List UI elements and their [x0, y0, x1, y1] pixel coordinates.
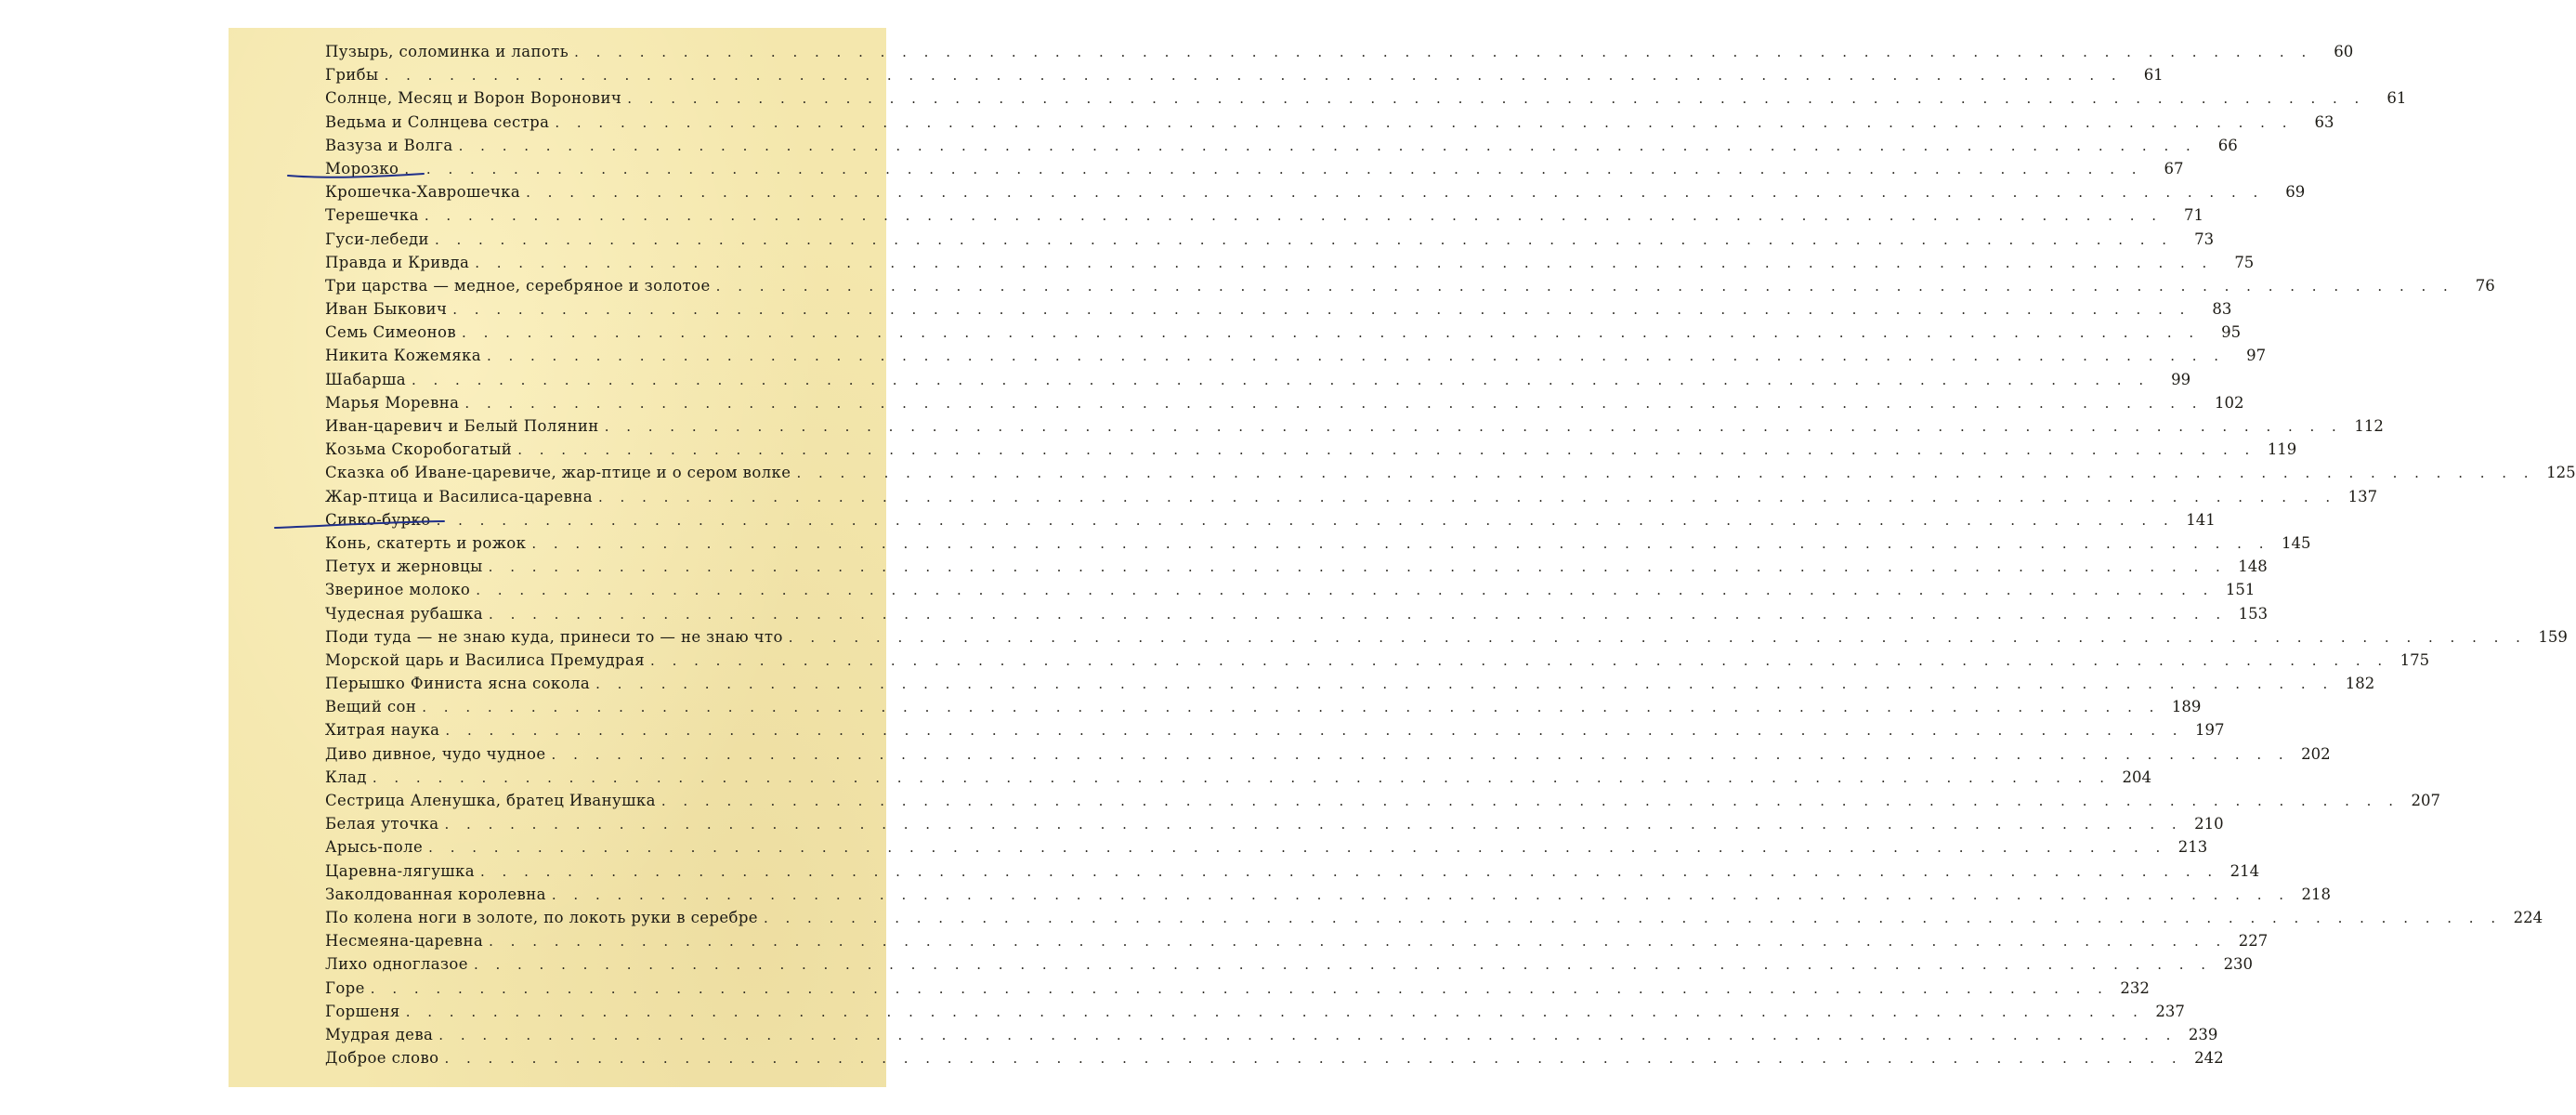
entry-page-number: 71: [2184, 206, 2203, 225]
entry-page-number: 95: [2221, 323, 2242, 342]
entry-title: По колена ноги в золоте, по локоть руки в серебре: [325, 908, 758, 926]
toc-entry: [325, 859, 2260, 883]
dot-leader: . . . . . . . . . . . . . . . . . . . . . . . . . . . . . . . . . . . . . . . . . . . . . . . . . . . . . . . . . . . . . . . . . . . . . . . . . . . . . . . .: [458, 137, 2197, 154]
entry-title: Солнце, Месяц и Ворон Воронович: [325, 89, 622, 108]
toc-entry: [325, 157, 2184, 180]
entry-title: Крошечка-Хаврошечка: [325, 183, 521, 202]
entry-title: Семь Симеонов: [325, 323, 457, 342]
entry-page-number: 61: [2143, 66, 2164, 85]
entry-title: Грибы: [325, 66, 379, 85]
entry-page-number: 75: [2234, 253, 2255, 271]
entry-title: Петух и жерновцы: [325, 558, 483, 576]
toc-entry: [325, 438, 2297, 461]
entry-title: Мудрая дева: [325, 1025, 434, 1043]
toc-entry: [325, 40, 2354, 63]
entry-page-number: 153: [2238, 604, 2269, 623]
dot-leader: . . . . . . . . . . . . . . . . . . . . . . . . . . . . . . . . . . . . . . . . . . . . . . . . . . . . . . . . . . . . . . . . . . . . . . . . . . . . . . . .: [424, 207, 2163, 225]
dot-leader: . . . . . . . . . . . . . . . . . . . . . . . . . . . . . . . . . . . . . . . . . . . . . . . . . . . . . . . . . . . . . . . . . . . . . . . . . . . . . . . .: [438, 1026, 2177, 1043]
entry-page-number: 239: [2188, 1025, 2218, 1043]
dot-leader: . . . . . . . . . . . . . . . . . . . . . . . . . . . . . . . . . . . . . . . . . . . . . . . . . . . . . . . . . . . . . . . . . . . . . . . . . . . . . . . .: [370, 979, 2109, 997]
entry-title: Ведьма и Солнцева сестра: [325, 112, 550, 131]
entry-title: Никита Кожемяка: [325, 347, 481, 365]
toc-entry: [325, 251, 2255, 274]
entry-title: Жар-птица и Василиса-царевна: [325, 487, 594, 505]
toc-entry: [325, 789, 2440, 812]
entry-page-number: 197: [2195, 721, 2225, 740]
dot-leader: . . . . . . . . . . . . . . . . . . . . . . . . . . . . . . . . . . . . . . . . . . . . . . . . . . . . . . . . . . . . . . . . . . . . . . . . . . . . . . . .: [551, 745, 2290, 763]
dot-leader: . . . . . . . . . . . . . . . . . . . . . . . . . . . . . . . . . . . . . . . . . . . . . . . . . . . . . . . . . . . . . . . . . . . . . . . . . . . . . . . .: [526, 184, 2265, 202]
entry-title: Терешечка: [325, 206, 419, 225]
toc-entry: [325, 555, 2268, 578]
dot-leader: . . . . . . . . . . . . . . . . . . . . . . . . . . . . . . . . . . . . . . . . . . . . . . . . . . . . . . . . . . . . . . . . . . . . . . . . . . . . . . . .: [627, 90, 2366, 108]
toc-entry: [325, 1000, 2185, 1023]
entry-title: Гуси-лебеди: [325, 230, 429, 248]
book-page: [229, 28, 2576, 1087]
dot-leader: . . . . . . . . . . . . . . . . . . . . . . . . . . . . . . . . . . . . . . . . . . . . . . . . . . . . . . . . . . . . . . . . . . . . . . . . . . . . . . . .: [488, 558, 2227, 576]
entry-title: Лихо одноглазое: [325, 955, 468, 974]
dot-leader: . . . . . . . . . . . . . . . . . . . . . . . . . . . . . . . . . . . . . . . . . . . . . . . . . . . . . . . . . . . . . . . . . . . . . . . . . . . . . . . .: [464, 394, 2203, 412]
entry-page-number: 99: [2171, 370, 2191, 388]
dot-leader: . . . . . . . . . . . . . . . . . . . . . . . . . . . . . . . . . . . . . . . . . . . . . . . . . . . . . . . . . . . . . . . . . . . . . . . . . . . . . . . .: [462, 324, 2201, 342]
dot-leader: . . . . . . . . . . . . . . . . . . . . . . . . . . . . . . . . . . . . . . . . . . . . . . . . . . . . . . . . . . . . . . . . . . . . . . . . . . . . . . . .: [489, 933, 2228, 951]
dot-leader: . . . . . . . . . . . . . . . . . . . . . . . . . . . . . . . . . . . . . . . . . . . . . . . . . . . . . . . . . . . . . . . . . . . . . . . . . . . . . . . .: [595, 676, 2334, 693]
toc-entry: [325, 929, 2269, 952]
entry-title: Правда и Кривда: [325, 253, 470, 271]
dot-leader: . . . . . . . . . . . . . . . . . . . . . . . . . . . . . . . . . . . . . . . . . . . . . . . . . . . . . . . . . . . . . . . . . . . . . . . . . . . . . . . .: [428, 839, 2167, 857]
toc-entry: [325, 625, 2568, 649]
entry-title: Пузырь, соломинка и лапоть: [325, 43, 569, 60]
dot-leader: . . . . . . . . . . . . . . . . . . . . . . . . . . . . . . . . . . . . . . . . . . . . . . . . . . . . . . . . . . . . . . . . . . . . . . . . . . . . . . . .: [436, 511, 2175, 529]
toc-entry: [325, 86, 2407, 110]
toc-entry: [325, 977, 2150, 1000]
entry-page-number: 202: [2301, 744, 2331, 763]
entry-title: Сивко-бурко: [325, 510, 431, 529]
entry-page-number: 189: [2171, 698, 2202, 716]
toc-entry: [325, 134, 2238, 157]
dot-leader: . . . . . . . . . . . . . . . . . . . . . . . . . . . . . . . . . . . . . . . . . . . . . . . . . . . . . . . . . . . . . . . . . . . . . . . . . . . . . . . .: [411, 371, 2151, 388]
entry-page-number: 63: [2314, 112, 2334, 131]
dot-leader: . . . . . . . . . . . . . . . . . . . . . . . . . . . . . . . . . . . . . . . . . . . . . . . . . . . . . . . . . . . . . . . . . . . . . . . . . . . . . . . .: [788, 628, 2527, 646]
dot-leader: . . . . . . . . . . . . . . . . . . . . . . . . . . . . . . . . . . . . . . . . . . . . . . . . . . . . . . . . . . . . . . . . . . . . . . . . . . . . . . . .: [444, 816, 2183, 833]
dot-leader: . . . . . . . . . . . . . . . . . . . . . . . . . . . . . . . . . . . . . . . . . . . . . . . . . . . . . . . . . . . . . . . . . . . . . . . . . . . . . . . .: [715, 277, 2454, 295]
dot-leader: . . . . . . . . . . . . . . . . . . . . . . . . . . . . . . . . . . . . . . . . . . . . . . . . . . . . . . . . . . . . . . . . . . . . . . . . . . . . . . . .: [574, 44, 2313, 60]
entry-title: Марья Моревна: [325, 393, 460, 412]
dot-leader: . . . . . . . . . . . . . . . . . . . . . . . . . . . . . . . . . . . . . . . . . . . . . . . . . . . . . . . . . . . . . . . . . . . . . . . . . . . . . . . .: [763, 909, 2503, 926]
entry-title: Клад: [325, 767, 367, 786]
dot-leader: . . . . . . . . . . . . . . . . . . . . . . . . . . . . . . . . . . . . . . . . . . . . . . . . . . . . . . . . . . . . . . . . . . . . . . . . . . . . . . . .: [480, 862, 2219, 880]
toc-entry: [325, 228, 2215, 251]
entry-page-number: 159: [2538, 627, 2568, 646]
entry-page-number: 151: [2225, 581, 2256, 599]
toc-entry: [325, 906, 2543, 929]
dot-leader: . . . . . . . . . . . . . . . . . . . . . . . . . . . . . . . . . . . . . . . . . . . . . . . . . . . . . . . . . . . . . . . . . . . . . . . . . . . . . . . .: [405, 1003, 2144, 1020]
entry-title: Диво дивное, чудо чудное: [325, 744, 546, 763]
entry-page-number: 210: [2194, 815, 2224, 833]
entry-title: Перышко Финиста ясна сокола: [325, 675, 591, 693]
entry-page-number: 227: [2238, 932, 2269, 951]
dot-leader: . . . . . . . . . . . . . . . . . . . . . . . . . . . . . . . . . . . . . . . . . . . . . . . . . . . . . . . . . . . . . . . . . . . . . . . . . . . . . . . .: [486, 348, 2226, 365]
dot-leader: . . . . . . . . . . . . . . . . . . . . . . . . . . . . . . . . . . . . . . . . . . . . . . . . . . . . . . . . . . . . . . . . . . . . . . . . . . . . . . . .: [434, 230, 2174, 248]
dot-leader: . . . . . . . . . . . . . . . . . . . . . . . . . . . . . . . . . . . . . . . . . . . . . . . . . . . . . . . . . . . . . . . . . . . . . . . . . . . . . . . .: [404, 160, 2143, 177]
entry-page-number: 66: [2217, 136, 2238, 154]
toc-entry: [325, 578, 2256, 601]
entry-title: Горе: [325, 978, 365, 997]
dot-leader: . . . . . . . . . . . . . . . . . . . . . . . . . . . . . . . . . . . . . . . . . . . . . . . . . . . . . . . . . . . . . . . . . . . . . . . . . . . . . . . .: [475, 254, 2214, 271]
entry-title: Горшеня: [325, 1002, 400, 1020]
toc-entry: [325, 461, 2576, 484]
entry-page-number: 102: [2215, 393, 2244, 412]
dot-leader: . . . . . . . . . . . . . . . . . . . . . . . . . . . . . . . . . . . . . . . . . . . . . . . . . . . . . . . . . . . . . . . . . . . . . . . . . . . . . . . .: [422, 699, 2161, 716]
toc-entry: [325, 742, 2331, 766]
dot-leader: . . . . . . . . . . . . . . . . . . . . . . . . . . . . . . . . . . . . . . . . . . . . . . . . . . . . . . . . . . . . . . . . . . . . . . . . . . . . . . . .: [489, 605, 2228, 623]
toc-entry: [325, 718, 2225, 741]
toc-entry: [325, 274, 2495, 297]
entry-title: Звериное молоко: [325, 581, 471, 599]
toc-entry: [325, 695, 2202, 718]
toc-entry: [325, 672, 2375, 695]
entry-page-number: 213: [2177, 838, 2208, 857]
entry-title: Конь, скатерть и рожок: [325, 533, 527, 552]
toc-entry: [325, 602, 2269, 625]
entry-page-number: 204: [2122, 767, 2151, 786]
toc-entry: [325, 649, 2430, 672]
entry-page-number: 76: [2475, 276, 2495, 295]
entry-title: Доброе слово: [325, 1049, 439, 1068]
toc-entry: [325, 485, 2378, 508]
toc-entry: [325, 414, 2384, 438]
dot-leader: . . . . . . . . . . . . . . . . . . . . . . . . . . . . . . . . . . . . . . . . . . . . . . . . . . . . . . . . . . . . . . . . . . . . . . . . . . . . . . . .: [796, 465, 2535, 482]
toc-entry: [325, 297, 2232, 321]
toc-entry: [325, 180, 2306, 203]
entry-page-number: 218: [2301, 885, 2331, 903]
entry-title: Сестрица Аленушка, братец Иванушка: [325, 792, 656, 809]
entry-page-number: 61: [2386, 89, 2407, 108]
entry-page-number: 148: [2238, 558, 2268, 576]
entry-title: Морской царь и Василиса Премудрая: [325, 650, 646, 669]
toc-entry: [325, 344, 2267, 367]
entry-page-number: 125: [2546, 464, 2576, 482]
dot-leader: . . . . . . . . . . . . . . . . . . . . . . . . . . . . . . . . . . . . . . . . . . . . . . . . . . . . . . . . . . . . . . . . . . . . . . . . . . . . . . . .: [473, 956, 2213, 974]
entry-title: Царевна-лягушка: [325, 861, 475, 880]
toc-entry: [325, 508, 2216, 531]
entry-page-number: 207: [2411, 792, 2440, 809]
entry-page-number: 232: [2120, 978, 2150, 997]
entry-page-number: 175: [2399, 650, 2430, 669]
entry-title: Заколдованная королевна: [325, 885, 546, 903]
dot-leader: . . . . . . . . . . . . . . . . . . . . . . . . . . . . . . . . . . . . . . . . . . . . . . . . . . . . . . . . . . . . . . . . . . . . . . . . . . . . . . . .: [598, 488, 2337, 505]
dot-leader: . . . . . . . . . . . . . . . . . . . . . . . . . . . . . . . . . . . . . . . . . . . . . . . . . . . . . . . . . . . . . . . . . . . . . . . . . . . . . . . .: [384, 67, 2123, 85]
dot-leader: . . . . . . . . . . . . . . . . . . . . . . . . . . . . . . . . . . . . . . . . . . . . . . . . . . . . . . . . . . . . . . . . . . . . . . . . . . . . . . . .: [372, 768, 2111, 786]
toc-entry: [325, 368, 2191, 391]
dot-leader: . . . . . . . . . . . . . . . . . . . . . . . . . . . . . . . . . . . . . . . . . . . . . . . . . . . . . . . . . . . . . . . . . . . . . . . . . . . . . . . .: [452, 301, 2191, 319]
entry-page-number: 119: [2267, 440, 2297, 459]
toc-entry: [325, 1046, 2224, 1069]
entry-page-number: 97: [2246, 347, 2267, 365]
dot-leader: . . . . . . . . . . . . . . . . . . . . . . . . . . . . . . . . . . . . . . . . . . . . . . . . . . . . . . . . . . . . . . . . . . . . . . . . . . . . . . . .: [444, 1050, 2183, 1068]
entry-page-number: 224: [2513, 908, 2543, 926]
entry-page-number: 237: [2155, 1002, 2185, 1020]
toc-entry: [325, 63, 2164, 86]
entry-page-number: 230: [2223, 955, 2254, 974]
toc-entry: [325, 391, 2244, 414]
toc-entry: [325, 1023, 2218, 1046]
entry-page-number: 69: [2285, 183, 2306, 202]
toc-entry: [325, 111, 2334, 134]
entry-title: Белая уточка: [325, 815, 439, 833]
entry-page-number: 67: [2164, 159, 2184, 177]
dot-leader: . . . . . . . . . . . . . . . . . . . . . . . . . . . . . . . . . . . . . . . . . . . . . . . . . . . . . . . . . . . . . . . . . . . . . . . . . . . . . . . .: [604, 418, 2343, 435]
dot-leader: . . . . . . . . . . . . . . . . . . . . . . . . . . . . . . . . . . . . . . . . . . . . . . . . . . . . . . . . . . . . . . . . . . . . . . . . . . . . . . . .: [650, 651, 2389, 669]
entry-title: Сказка об Иване-царевиче, жар-птице и о сером волке: [325, 464, 791, 482]
entry-title: Морозко: [325, 159, 399, 177]
dot-leader: . . . . . . . . . . . . . . . . . . . . . . . . . . . . . . . . . . . . . . . . . . . . . . . . . . . . . . . . . . . . . . . . . . . . . . . . . . . . . . . .: [517, 441, 2256, 459]
entry-title: Козьма Скоробогатый: [325, 440, 513, 459]
entry-title: Арысь-поле: [325, 838, 424, 857]
entry-title: Иван Быкович: [325, 300, 448, 319]
entry-title: Три царства — медное, серебряное и золотое: [325, 276, 711, 295]
entry-title: Поди туда — не знаю куда, принеси то — не знаю что: [325, 627, 783, 646]
entry-page-number: 73: [2194, 230, 2215, 248]
toc-entry: [325, 835, 2208, 859]
toc-entry: [325, 321, 2242, 344]
entry-page-number: 214: [2229, 861, 2260, 880]
toc-entry: [325, 203, 2203, 227]
entry-title: Вазуза и Волга: [325, 136, 453, 154]
entry-title: Шабарша: [325, 370, 406, 388]
table-of-contents: [325, 40, 2576, 1069]
toc-entry: [325, 883, 2331, 906]
entry-page-number: 112: [2354, 417, 2384, 435]
entry-title: Чудесная рубашка: [325, 604, 484, 623]
entry-page-number: 182: [2345, 675, 2375, 693]
toc-entry: [325, 766, 2151, 789]
dot-leader: . . . . . . . . . . . . . . . . . . . . . . . . . . . . . . . . . . . . . . . . . . . . . . . . . . . . . . . . . . . . . . . . . . . . . . . . . . . . . . . .: [476, 582, 2215, 599]
dot-leader: . . . . . . . . . . . . . . . . . . . . . . . . . . . . . . . . . . . . . . . . . . . . . . . . . . . . . . . . . . . . . . . . . . . . . . . . . . . . . . . .: [555, 113, 2294, 131]
entry-title: Несмеяна-царевна: [325, 932, 484, 951]
entry-page-number: 137: [2347, 487, 2378, 505]
toc-entry: [325, 812, 2224, 835]
entry-page-number: 242: [2194, 1049, 2224, 1068]
dot-leader: . . . . . . . . . . . . . . . . . . . . . . . . . . . . . . . . . . . . . . . . . . . . . . . . . . . . . . . . . . . . . . . . . . . . . . . . . . . . . . . .: [660, 793, 2399, 809]
entry-page-number: 145: [2281, 533, 2311, 552]
dot-leader: . . . . . . . . . . . . . . . . . . . . . . . . . . . . . . . . . . . . . . . . . . . . . . . . . . . . . . . . . . . . . . . . . . . . . . . . . . . . . . . .: [445, 722, 2184, 740]
entry-title: Хитрая наука: [325, 721, 440, 740]
dot-leader: . . . . . . . . . . . . . . . . . . . . . . . . . . . . . . . . . . . . . . . . . . . . . . . . . . . . . . . . . . . . . . . . . . . . . . . . . . . . . . . .: [531, 534, 2270, 552]
toc-entry: [325, 952, 2254, 976]
entry-title: Вещий сон: [325, 698, 417, 716]
toc-entry: [325, 531, 2311, 555]
entry-page-number: 60: [2334, 43, 2354, 60]
dot-leader: . . . . . . . . . . . . . . . . . . . . . . . . . . . . . . . . . . . . . . . . . . . . . . . . . . . . . . . . . . . . . . . . . . . . . . . . . . . . . . . .: [551, 885, 2290, 903]
entry-page-number: 141: [2186, 510, 2216, 529]
entry-page-number: 83: [2212, 300, 2232, 319]
entry-title: Иван-царевич и Белый Полянин: [325, 417, 599, 435]
